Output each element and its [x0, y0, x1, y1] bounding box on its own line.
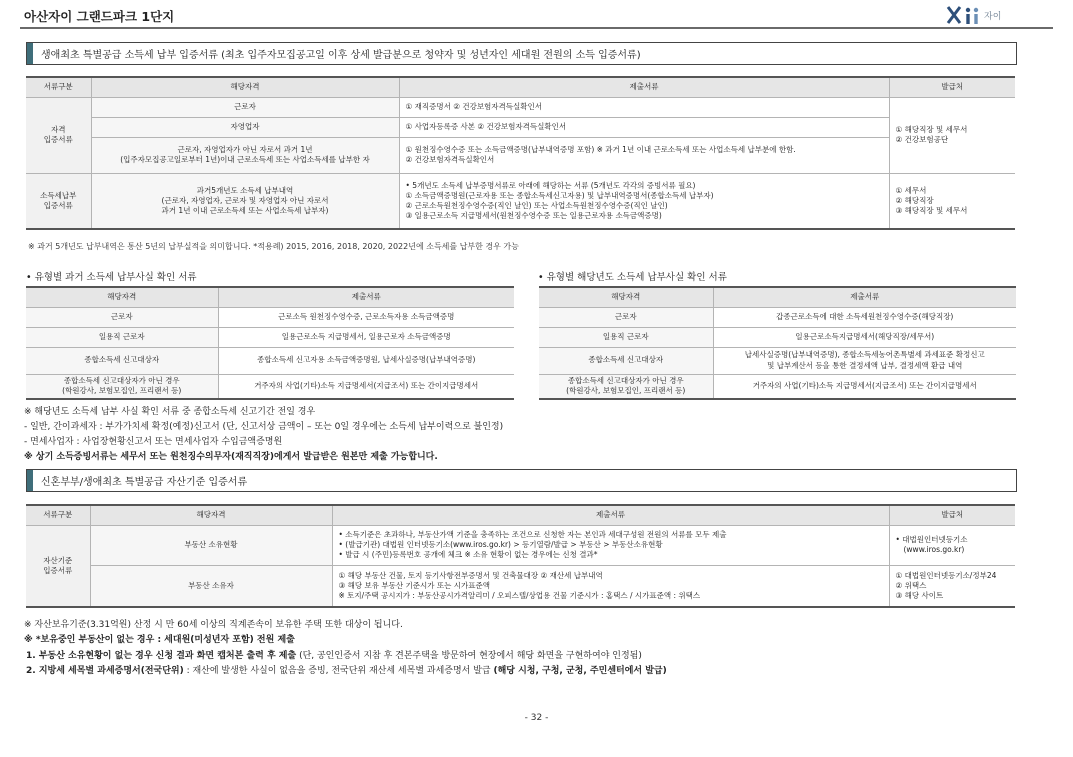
- past-income-table: [26, 286, 514, 400]
- asset-col-qualification: 해당자격: [90, 505, 332, 525]
- col-header-issuer: 발급처: [889, 77, 1015, 97]
- section2-heading: [26, 469, 1017, 492]
- asset-qual-holdings: 부동산 소유현황: [90, 525, 332, 565]
- past-table-title: • 유형별 과거 소득세 납부사실 확인 서류: [26, 272, 197, 283]
- asset-col-issuer: 발급처: [889, 505, 1015, 525]
- col-header-qualification: 해당자격: [91, 77, 399, 97]
- past-docs-employee: 근로소득 원천징수영수증, 근로소득자용 소득금액증명: [218, 307, 514, 327]
- current-qual-comprehensive: 종합소득세 신고대상자: [539, 347, 713, 374]
- current-qual-daily: 일용직 근로자: [539, 327, 713, 347]
- docs-self-employed: ① 사업자등록증 사본 ② 건강보험자격득실확인서: [399, 117, 889, 137]
- past-docs-freelance: 거주자의 사업(기타)소득 지급명세서(지급조서) 또는 간이지급명세서: [218, 374, 514, 399]
- group1-label: 자격 입증서류: [26, 97, 91, 173]
- income-proof-table: [26, 76, 1015, 230]
- asset-proof-table: [26, 504, 1015, 608]
- brand-logo: [946, 4, 1046, 26]
- past-qual-freelance: 종합소득세 신고대상자가 아닌 경우 (학원강사, 보험모집인, 프리랜서 등): [26, 374, 218, 399]
- section1-title: 생애최초 특별공급 소득세 납부 입증서류 (최초 입주자모집공고일 이후 상세 발급분으로 청약자 및 성년자인 세대원 전원의 소득 입증서류): [41, 50, 641, 61]
- page-number: - 32 -: [524, 713, 549, 723]
- mid-note-3: - 면세사업자 : 사업장현황신고서 또는 면세사업자 수입금액증명원: [24, 437, 283, 447]
- current-table-title: • 유형별 해당년도 소득세 납부사실 확인 서류: [538, 272, 727, 283]
- document-title: 아산자이 그랜드파크 1단지: [24, 9, 175, 24]
- qual-employee: 근로자: [91, 97, 399, 117]
- current-docs-daily: 일용근로소득지급명세서(해당직장/세무서): [713, 327, 1016, 347]
- qual-other-taxpayer: 근로자, 자영업자가 아닌 자로서 과거 1년 (입주자모집공고일로부터 1년)이내 근로소득세 또는 사업소득세를 납부한 자: [91, 137, 399, 173]
- bottom-note-1: ※ 자산보유기준(3.31억원) 산정 시 만 60세 이상의 직계존속이 보유한 주택 또한 대상이 됩니다.: [24, 620, 403, 630]
- asset-issuer-holdings: • 대법원인터넷등기소 (www.iros.go.kr): [889, 525, 1015, 565]
- past-col-documents: 제출서류: [218, 287, 514, 307]
- bottom-note-3: 1. 부동산 소유현황이 없는 경우 신청 결과 화면 캡처본 출력 후 제출 (단, 공인인증서 지참 후 견본주택을 방문하여 현장에서 해당 화면을 구현하여야 인정됨): [26, 651, 642, 661]
- current-docs-comprehensive: 납세사실증명(납부내역증명), 종합소득세농어촌특별세 과세표준 확정신고 및 납부계산서 등을 통한 결정세액 납부, 결정세액 환급 내역: [713, 347, 1016, 374]
- past-docs-comprehensive: 종합소득세 신고자용 소득금액증명원, 납세사실증명(납부내역증명): [218, 347, 514, 374]
- docs-other-taxpayer: ① 원천징수영수증 또는 소득금액증명(납부내역증명 포함) ※ 과거 1년 이내 근로소득세 또는 사업소득세 납부분에 한함. ② 건강보험자격득실확인서: [399, 137, 889, 173]
- past-qual-daily: 일용직 근로자: [26, 327, 218, 347]
- past-docs-daily: 일용근로소득 지급명세서, 일용근로자 소득금액증명: [218, 327, 514, 347]
- mid-note-1: ※ 해당년도 소득세 납부 사실 확인 서류 중 종합소득세 신고기간 전일 경우: [24, 407, 316, 417]
- asset-docs-holdings: • 소득기준은 초과하나, 부동산가액 기준을 충족하는 조건으로 신청한 자는 본인과 세대구성원 전원의 서류를 모두 제출 • (발급기관) 대법원 인터넷등기소(www.iros.go.kr) > 등기열람/발급 > 부동산 > 부동산소유현황 • 발급 시 (주민)등록번호 공개에 체크 ※ 소유 현황이 없는 경우에는 신청 결과*: [332, 525, 889, 565]
- current-qual-employee: 근로자: [539, 307, 713, 327]
- current-col-documents: 제출서류: [713, 287, 1016, 307]
- current-docs-employee: 갑종근로소득에 대한 소득세원천징수영수증(해당직장): [713, 307, 1016, 327]
- qual-five-year: 과거5개년도 소득세 납부내역 (근로자, 자영업자, 근로자 및 자영업자 아닌 자로서 과거 1년 이내 근로소득세 또는 사업소득세 납부자): [91, 173, 399, 229]
- current-docs-freelance: 거주자의 사업(기타)소득 지급명세서(지급조서) 또는 간이지급명세서: [713, 374, 1016, 399]
- section2-title: 신혼부부/생애최초 특별공급 자산기준 입증서류: [41, 477, 248, 488]
- qual-self-employed: 자영업자: [91, 117, 399, 137]
- logo-text: 자이: [984, 12, 1002, 22]
- current-income-table: [539, 286, 1016, 400]
- xi-logo-mark-icon: [946, 4, 986, 26]
- past-qual-employee: 근로자: [26, 307, 218, 327]
- group2-label: 소득세납부 입증서류: [26, 173, 91, 229]
- col-header-documents: 제출서류: [399, 77, 889, 97]
- current-col-qualification: 해당자격: [539, 287, 713, 307]
- section1-note: ※ 과거 5개년도 납부내역은 통산 5년의 납부실적을 의미합니다. *적용례) 2015, 2016, 2018, 2020, 2022년에 소득세를 납부한 경우 가능: [28, 242, 519, 251]
- bottom-note-2: ※ *보유중인 부동산이 없는 경우 : 세대원(미성년자 포함) 전원 제출: [24, 635, 295, 645]
- past-col-qualification: 해당자격: [26, 287, 218, 307]
- asset-docs-owner: ① 해당 부동산 건물, 토지 등기사항전부증명서 및 건축물대장 ② 재산세 납부내역 ③ 해당 보유 부동산 기준시가 또는 시가표준액 ※ 토지/주택 공시지가 : 부동산공시가격알리미 / 오피스텔/상업용 건물 기준시가 : 홈택스 / 시가표준액 : 위택스: [332, 565, 889, 607]
- col-header-doc-type: 서류구분: [26, 77, 91, 97]
- group2-issuer: ① 세무서 ② 해당직장 ③ 해당직장 및 세무서: [889, 173, 1015, 229]
- header-rule: [20, 27, 1053, 29]
- past-qual-comprehensive: 종합소득세 신고대상자: [26, 347, 218, 374]
- asset-col-doc-type: 서류구분: [26, 505, 90, 525]
- asset-qual-owner: 부동산 소유자: [90, 565, 332, 607]
- section1-heading: [26, 42, 1017, 65]
- bottom-note-4: 2. 지방세 세목별 과세증명서(전국단위) : 재산에 발생한 사실이 없음을 증빙, 전국단위 재산세 세목별 과세증명서 발급 (해당 시청, 구청, 군청, 주민센터에서 발급): [26, 666, 667, 676]
- group1-issuer: ① 해당직장 및 세무서 ② 건강보험공단: [889, 97, 1015, 173]
- current-qual-freelance: 종합소득세 신고대상자가 아닌 경우 (학원강사, 보험모집인, 프리랜서 등): [539, 374, 713, 399]
- asset-col-documents: 제출서류: [332, 505, 889, 525]
- docs-employee: ① 재직증명서 ② 건강보험자격득실확인서: [399, 97, 889, 117]
- asset-label: 자산기준 입증서류: [26, 525, 90, 607]
- asset-issuer-owner: ① 대법원인터넷등기소/정부24 ② 위택스 ③ 해당 사이트: [889, 565, 1015, 607]
- mid-note-2: - 일반, 간이과세자 : 부가가치세 확정(예정)신고서 (단, 신고서상 금액이 – 또는 0일 경우에는 소득세 납부이력으로 불인정): [24, 422, 504, 432]
- docs-five-year: • 5개년도 소득세 납부증명서류로 아래에 해당하는 서류 (5개년도 각각의 증빙서류 필요) ① 소득금액증명원(근로자용 또는 종합소득세신고자용) 및 납부내역증명서(종합소득세 납부자) ② 근로소득원천징수영수증(직인 날인) 또는 사업소득원천징수영수증(직인 날인) ③ 일용근로소득 지급명세서(원천징수영수증 또는 일용근로자용 소득금액증명): [399, 173, 889, 229]
- mid-note-bold: ※ 상기 소득증빙서류는 세무서 또는 원천징수의무자(재직직장)에게서 발급받은 원본만 제출 가능합니다.: [24, 452, 438, 462]
